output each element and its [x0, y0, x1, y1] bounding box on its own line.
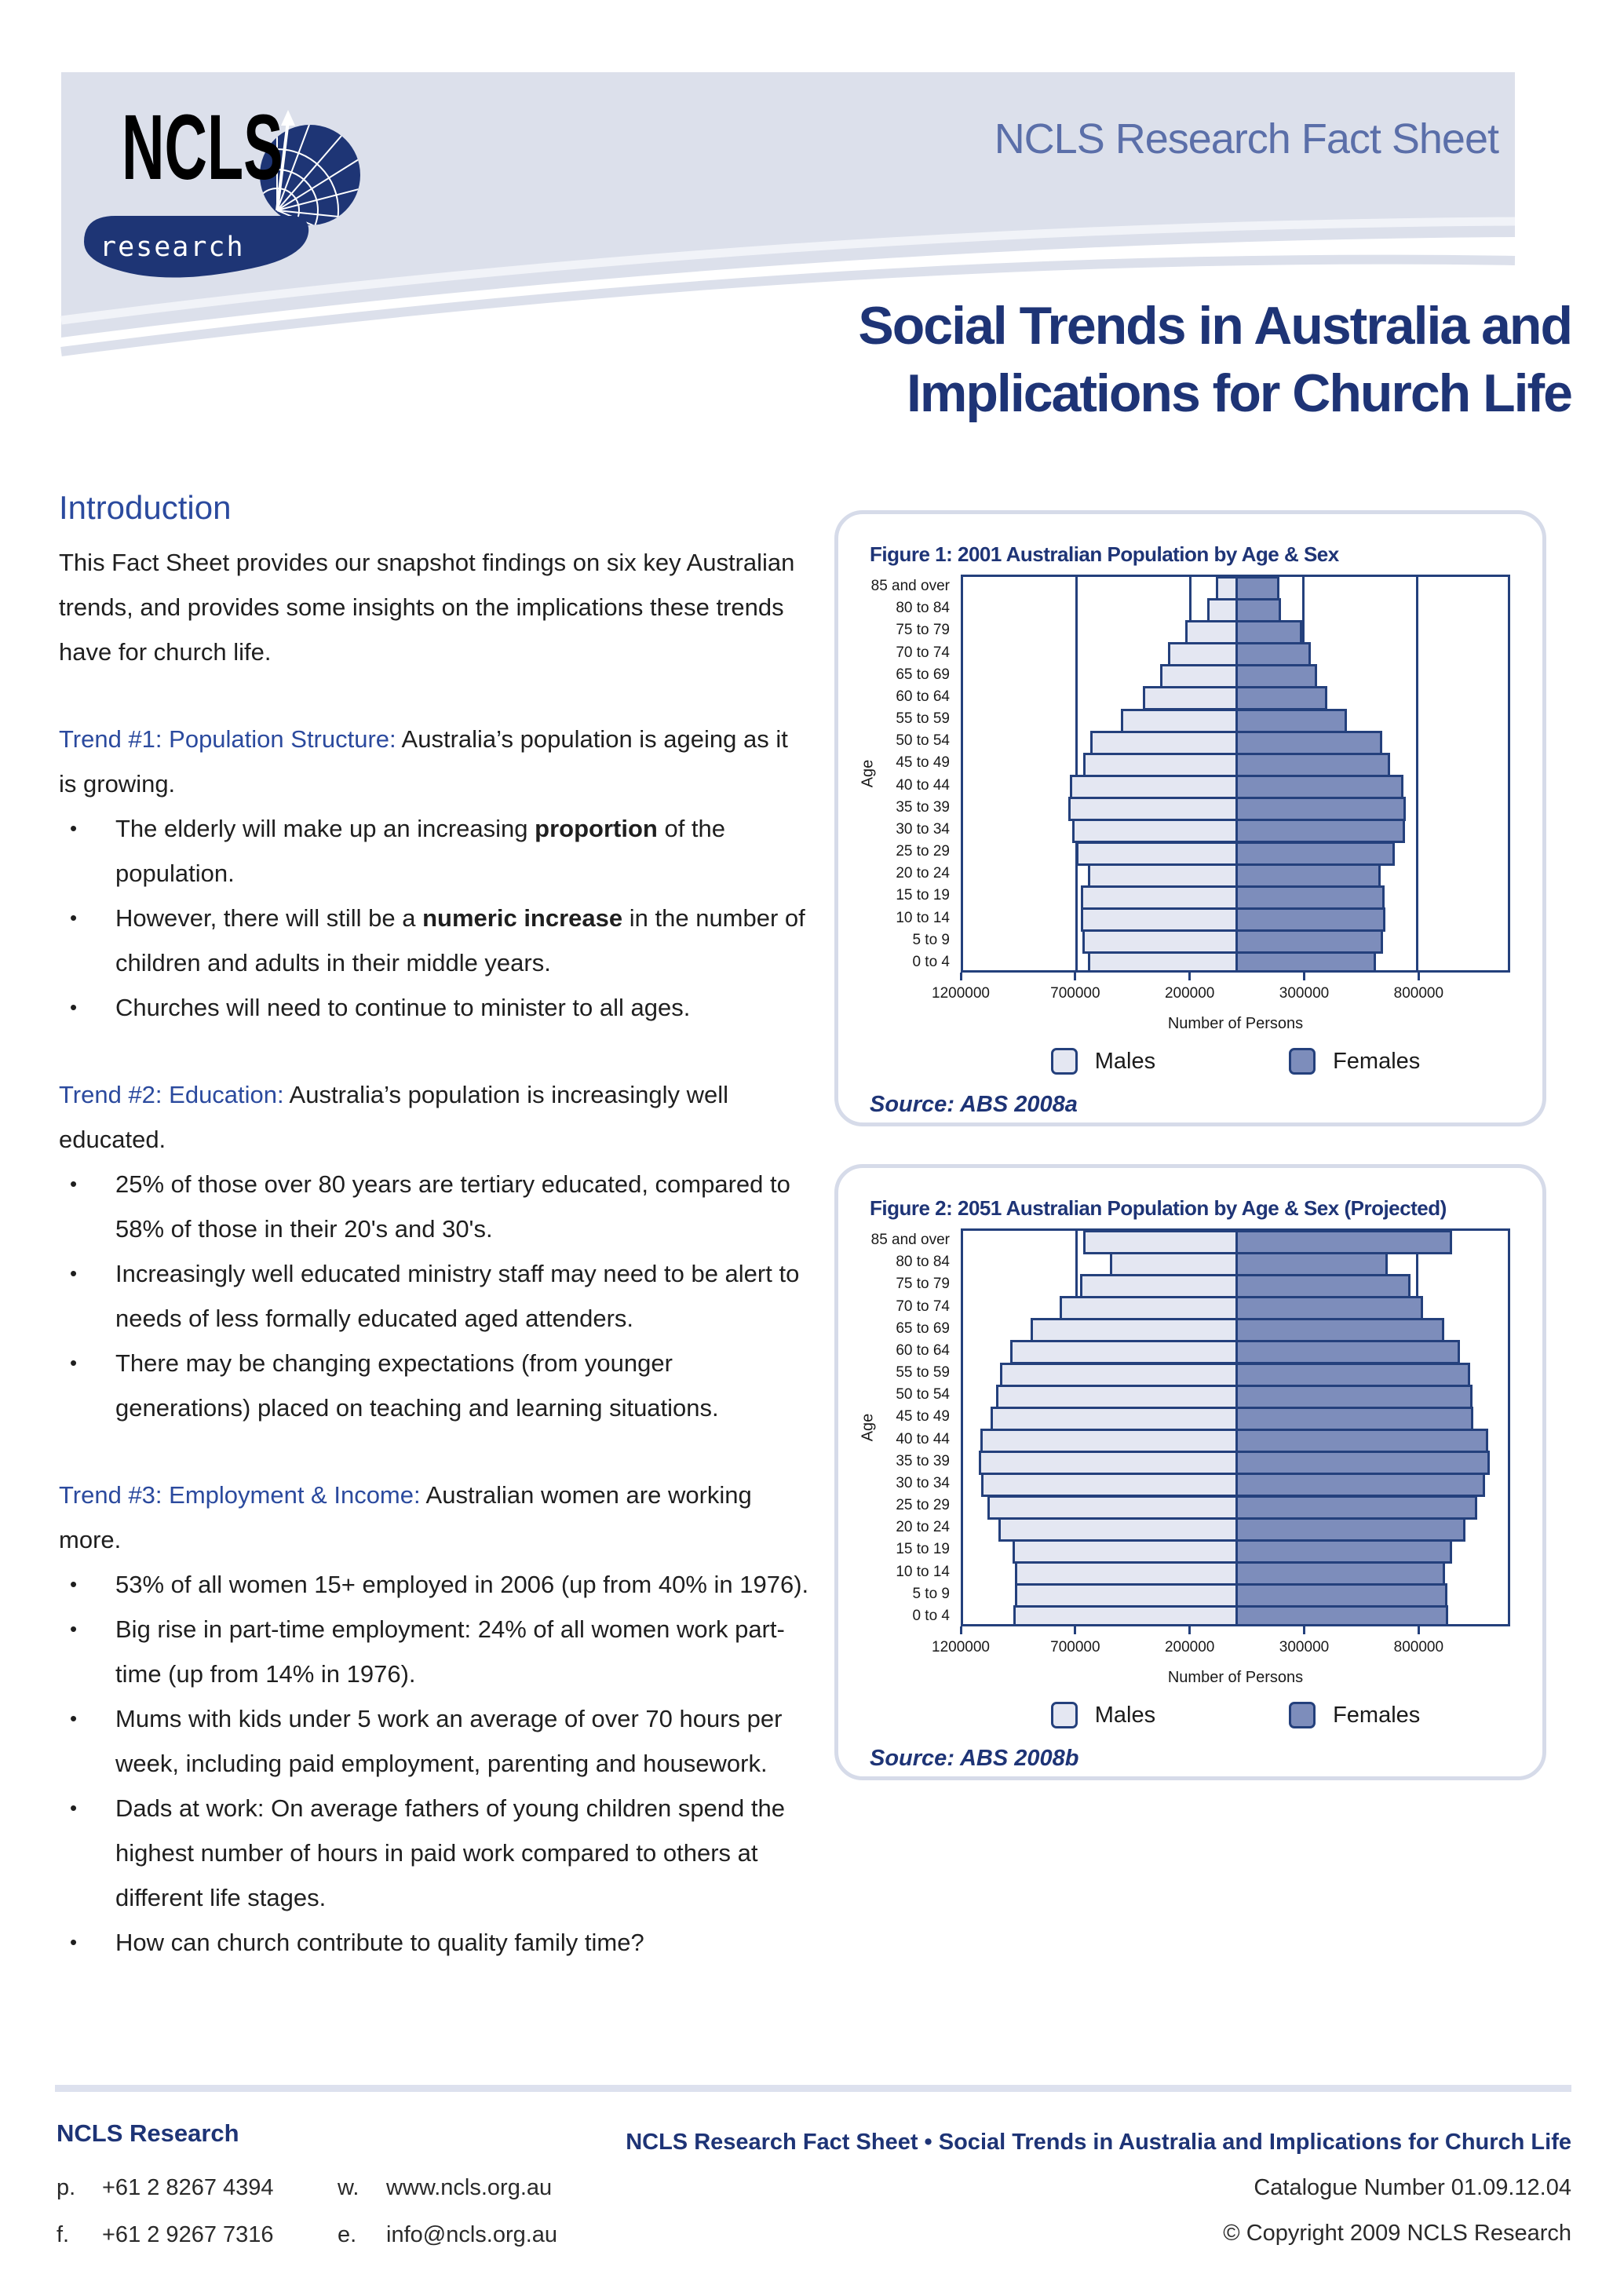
male-bar	[998, 1517, 1238, 1542]
bullet-item	[59, 806, 811, 896]
male-bar	[1010, 1340, 1238, 1364]
x-tick-label: 1200000	[932, 1639, 990, 1655]
footer-contact-row2	[57, 2211, 557, 2258]
legend-item-females	[1289, 1702, 1420, 1728]
male-bar	[987, 1495, 1238, 1520]
trend-3-section	[59, 1473, 811, 1965]
bullet-text: Churches will need to continue to minister to all ages.	[115, 994, 691, 1021]
bullet-dot: •	[70, 1261, 78, 1285]
x-tick-label: 700000	[1050, 1639, 1100, 1655]
footer-copyright: © Copyright 2009 NCLS Research	[1223, 2221, 1571, 2246]
male-bar	[1082, 929, 1238, 954]
fax-number: +61 2 9267 7316	[102, 2222, 274, 2247]
bullet-text: How can church contribute to quality family time?	[115, 1929, 644, 1956]
male-bar	[996, 1385, 1238, 1409]
age-axis-label: 65 to 69	[896, 1320, 950, 1337]
bullet-dot: •	[70, 1572, 78, 1596]
male-bar	[1080, 1274, 1238, 1298]
male-bar	[1081, 907, 1238, 932]
female-bar	[1235, 775, 1403, 799]
footer-contact-block	[57, 2164, 557, 2258]
web-label: w.	[338, 2175, 359, 2200]
x-tick-mark	[1418, 973, 1420, 980]
male-bar	[1110, 1252, 1238, 1276]
male-bar	[1083, 753, 1238, 777]
females-swatch	[1289, 1048, 1316, 1075]
male-bar	[1090, 731, 1238, 755]
trend-2-label: Trend #2: Education:	[59, 1081, 284, 1108]
female-bar	[1235, 1296, 1423, 1320]
age-axis-label: 15 to 19	[896, 887, 950, 904]
age-axis-label: 20 to 24	[896, 1519, 950, 1536]
age-axis-label: 40 to 44	[896, 1430, 950, 1447]
male-bar	[1070, 775, 1238, 799]
trend-2-bullets	[59, 1162, 811, 1430]
fact-sheet-label: NCLS Research Fact Sheet	[994, 115, 1498, 162]
female-bar	[1235, 620, 1302, 644]
male-bar	[1013, 1539, 1238, 1564]
phone-label: p.	[57, 2175, 76, 2200]
page-title	[858, 292, 1571, 427]
bullet-dot: •	[70, 995, 78, 1019]
age-axis-label: 70 to 74	[896, 1298, 950, 1315]
age-axis-label: 80 to 84	[896, 1254, 950, 1271]
x-tick-mark	[1074, 973, 1076, 980]
age-axis-label: 85 and over	[870, 1232, 950, 1249]
male-bar	[1168, 642, 1238, 666]
x-tick-mark	[960, 1626, 962, 1634]
females-swatch	[1289, 1702, 1316, 1728]
legend-label: Males	[1094, 1048, 1156, 1074]
male-bar	[979, 1451, 1238, 1475]
bullet-text: 53% of all women 15+ employed in 2006 (up from 40% in 1976).	[115, 1571, 809, 1598]
x-tick-label: 1200000	[932, 985, 990, 1002]
legend-label: Males	[1094, 1702, 1156, 1728]
female-bar	[1235, 841, 1395, 866]
age-axis-label: 50 to 54	[896, 1386, 950, 1404]
bullet-dot: •	[70, 816, 78, 840]
y-axis-label: Age	[859, 1413, 877, 1441]
female-bar	[1235, 885, 1385, 910]
age-axis-label: 35 to 39	[896, 798, 950, 816]
web-address: www.ncls.org.au	[386, 2175, 553, 2200]
male-bar	[1185, 620, 1238, 644]
female-bar	[1235, 576, 1279, 600]
male-bar	[1081, 885, 1238, 910]
chart-legend	[961, 1048, 1510, 1075]
bullet-dot: •	[70, 1617, 78, 1641]
bullet-dot: •	[70, 1706, 78, 1730]
logo-arrow	[281, 110, 295, 126]
logo-wordmark: NCLS	[122, 100, 283, 199]
age-axis-label: 15 to 19	[896, 1541, 950, 1558]
female-bar	[1235, 1363, 1470, 1387]
age-axis-label: 40 to 44	[896, 776, 950, 794]
age-axis-label: 35 to 39	[896, 1452, 950, 1469]
figure-source: Source: ABS 2008b	[870, 1746, 1079, 1771]
female-bar	[1235, 907, 1385, 932]
footer-catalogue-number: Catalogue Number 01.09.12.04	[1254, 2175, 1571, 2200]
x-tick-label: 800000	[1393, 1639, 1444, 1655]
fax-label: f.	[57, 2222, 70, 2247]
female-bar	[1235, 929, 1383, 954]
bullet-text: Mums with kids under 5 work an average of over 70 hours per week, including paid employment, parenting and housework.	[115, 1705, 783, 1777]
plot-area	[961, 1228, 1510, 1626]
trend-1-heading	[59, 717, 811, 806]
body-column	[59, 488, 811, 1965]
female-bar	[1235, 731, 1382, 755]
age-axis-label: 50 to 54	[896, 732, 950, 750]
bullet-item	[59, 896, 811, 985]
male-bar	[1143, 686, 1238, 710]
email-address: info@ncls.org.au	[386, 2222, 558, 2247]
male-bar	[991, 1407, 1238, 1431]
bullet-item	[59, 1162, 811, 1251]
legend-label: Females	[1333, 1048, 1421, 1074]
age-axis-label: 20 to 24	[896, 865, 950, 882]
plot-area	[961, 575, 1510, 973]
female-bar	[1235, 753, 1390, 777]
female-bar	[1235, 709, 1347, 733]
male-bar	[1121, 709, 1238, 733]
age-axis-label: 0 to 4	[912, 953, 950, 970]
bullet-text: However, there will still be a numeric increase in the number of children and adults in their middle years.	[115, 904, 805, 976]
gridline	[1075, 577, 1078, 970]
male-bar	[1015, 1583, 1238, 1608]
bullet-item	[59, 1786, 811, 1920]
bullet-item	[59, 1562, 811, 1607]
bullet-dot: •	[70, 1172, 78, 1195]
x-axis-label: Number of Persons	[1167, 1669, 1304, 1686]
male-bar	[1015, 1561, 1238, 1586]
male-bar	[1068, 797, 1238, 821]
bullet-item	[59, 1920, 811, 1965]
female-bar	[1235, 1473, 1485, 1497]
female-bar	[1235, 1539, 1452, 1564]
legend-item-females	[1289, 1048, 1420, 1075]
x-tick-mark	[960, 973, 962, 980]
female-bar	[1235, 1318, 1444, 1342]
male-bar	[1160, 664, 1238, 688]
logo-subtext: research	[100, 232, 245, 263]
bullet-text: 25% of those over 80 years are tertiary educated, compared to 58% of those in their 20's and 30's.	[115, 1170, 790, 1243]
female-bar	[1235, 1517, 1465, 1542]
x-tick-mark	[1418, 1626, 1420, 1634]
x-axis-label: Number of Persons	[1167, 1015, 1304, 1032]
age-axis-label: 60 to 64	[896, 1341, 950, 1359]
figure-2-panel	[834, 1164, 1546, 1780]
age-axis-label: 45 to 49	[896, 754, 950, 772]
bullet-dot: •	[70, 1930, 78, 1954]
x-tick-mark	[1303, 973, 1305, 980]
males-swatch	[1051, 1048, 1078, 1075]
female-bar	[1235, 686, 1327, 710]
male-bar	[1088, 951, 1238, 973]
bullet-item	[59, 1341, 811, 1430]
trend-3-bullets	[59, 1562, 811, 1965]
x-tick-label: 300000	[1279, 985, 1330, 1002]
trend-3-label: Trend #3: Employment & Income:	[59, 1481, 421, 1509]
male-bar	[1207, 598, 1238, 622]
trend-1-bullets	[59, 806, 811, 1030]
female-bar	[1235, 664, 1317, 688]
age-axis-label: 60 to 64	[896, 688, 950, 705]
male-bar	[1076, 841, 1238, 866]
female-bar	[1235, 1340, 1460, 1364]
male-bar	[981, 1473, 1238, 1497]
trend-2-lead: Australia’s population is increasingly well educated.	[59, 1081, 728, 1153]
gridline	[1416, 577, 1418, 970]
age-axis-label: 5 to 9	[912, 931, 950, 948]
female-bar	[1235, 951, 1376, 973]
trend-1-label: Trend #1: Population Structure:	[59, 725, 396, 753]
bullet-text: Increasingly well educated ministry staff may need to be alert to needs of less formally educated aged attenders.	[115, 1260, 800, 1332]
ncls-logo	[75, 100, 381, 297]
male-bar	[1000, 1363, 1238, 1387]
female-bar	[1235, 1252, 1388, 1276]
age-axis-label: 30 to 34	[896, 820, 950, 838]
female-bar	[1235, 1583, 1447, 1608]
bullet-dot: •	[70, 1351, 78, 1374]
males-swatch	[1051, 1702, 1078, 1728]
footer-org: NCLS Research	[57, 2119, 239, 2147]
age-axis-label: 65 to 69	[896, 666, 950, 683]
male-bar	[1088, 863, 1238, 888]
chart-legend	[961, 1702, 1510, 1728]
figure-title: Figure 1: 2001 Australian Population by Age & Sex	[870, 542, 1339, 566]
trend-3-lead: Australian women are working more.	[59, 1481, 752, 1553]
x-tick-mark	[1074, 1626, 1076, 1634]
intro-paragraph: This Fact Sheet provides our snapshot findings on six key Australian trends, and provides some insights on the implications these trends have for church life.	[59, 549, 795, 666]
legend-label: Females	[1333, 1702, 1421, 1728]
age-axis-label: 30 to 34	[896, 1474, 950, 1491]
female-bar	[1235, 1230, 1452, 1254]
bullet-text: There may be changing expectations (from younger generations) placed on teaching and learning situations.	[115, 1349, 719, 1422]
trend-1-section	[59, 717, 811, 1030]
age-axis-label: 0 to 4	[912, 1607, 950, 1624]
female-bar	[1235, 1429, 1488, 1453]
trend-2-heading	[59, 1072, 811, 1162]
x-tick-label: 700000	[1050, 985, 1100, 1002]
age-axis-label: 80 to 84	[896, 600, 950, 617]
female-bar	[1235, 598, 1281, 622]
age-axis-label: 45 to 49	[896, 1408, 950, 1425]
male-bar	[1013, 1605, 1238, 1626]
male-bar	[1072, 819, 1238, 843]
male-bar	[1216, 576, 1238, 600]
female-bar	[1235, 1385, 1473, 1409]
female-bar	[1235, 642, 1311, 666]
age-axis-label: 70 to 74	[896, 644, 950, 661]
x-tick-label: 800000	[1393, 985, 1444, 1002]
trend-3-heading	[59, 1473, 811, 1562]
footer-doc-title: NCLS Research Fact Sheet • Social Trends in Australia and Implications for Church Life	[626, 2130, 1571, 2155]
age-axis-label: 75 to 79	[896, 622, 950, 639]
age-axis-label: 10 to 14	[896, 909, 950, 926]
bullet-dot: •	[70, 906, 78, 929]
x-tick-mark	[1188, 973, 1191, 980]
page-title-line1: Social Trends in Australia and	[858, 296, 1571, 356]
female-bar	[1235, 1407, 1473, 1431]
age-axis-label: 55 to 59	[896, 710, 950, 728]
female-bar	[1235, 1605, 1448, 1626]
footer-contact-row1	[57, 2164, 557, 2211]
female-bar	[1235, 863, 1381, 888]
age-axis-label: 10 to 14	[896, 1563, 950, 1580]
trend-1-lead: Australia’s population is ageing as it is growing.	[59, 725, 788, 798]
bullet-text: Dads at work: On average fathers of young children spend the highest number of hours in paid work compared to others at different life stages.	[115, 1794, 785, 1911]
male-bar	[980, 1429, 1238, 1453]
female-bar	[1235, 1561, 1445, 1586]
male-bar	[1083, 1230, 1238, 1254]
y-axis-label: Age	[859, 759, 877, 787]
figure-source: Source: ABS 2008a	[870, 1092, 1078, 1117]
male-bar	[1031, 1318, 1238, 1342]
x-tick-label: 200000	[1164, 1639, 1215, 1655]
bullet-item	[59, 1607, 811, 1696]
age-axis-label: 75 to 79	[896, 1276, 950, 1293]
male-bar	[1060, 1296, 1239, 1320]
bullet-text: Big rise in part-time employment: 24% of all women work part-time (up from 14% in 1976).	[115, 1615, 785, 1688]
bullet-text: The elderly will make up an increasing proportion of the population.	[115, 815, 726, 887]
x-tick-mark	[1188, 1626, 1191, 1634]
female-bar	[1235, 1495, 1477, 1520]
female-bar	[1235, 1451, 1490, 1475]
figure-title: Figure 2: 2051 Australian Population by Age & Sex (Projected)	[870, 1196, 1447, 1220]
phone-number: +61 2 8267 4394	[102, 2175, 274, 2200]
trend-2-section	[59, 1072, 811, 1430]
female-bar	[1235, 819, 1405, 843]
bullet-item	[59, 1251, 811, 1341]
legend-item-males	[1051, 1702, 1155, 1728]
footer-rule	[55, 2085, 1571, 2092]
bullet-item	[59, 985, 811, 1030]
footer-right-block	[626, 2119, 1571, 2256]
bullet-dot: •	[70, 1796, 78, 1820]
email-label: e.	[338, 2222, 357, 2247]
age-axis-label: 85 and over	[870, 578, 950, 595]
legend-item-males	[1051, 1048, 1155, 1075]
age-axis-label: 5 to 9	[912, 1585, 950, 1602]
age-axis-label: 25 to 29	[896, 1497, 950, 1514]
age-axis-label: 55 to 59	[896, 1364, 950, 1382]
figure-1-panel	[834, 510, 1546, 1126]
bullet-item	[59, 1696, 811, 1786]
female-bar	[1235, 797, 1406, 821]
page-title-line2: Implications for Church Life	[907, 363, 1571, 423]
x-tick-label: 300000	[1279, 1639, 1330, 1655]
x-tick-mark	[1303, 1626, 1305, 1634]
x-tick-label: 200000	[1164, 985, 1215, 1002]
female-bar	[1235, 1274, 1411, 1298]
intro-heading: Introduction	[59, 489, 232, 526]
age-axis-label: 25 to 29	[896, 843, 950, 860]
